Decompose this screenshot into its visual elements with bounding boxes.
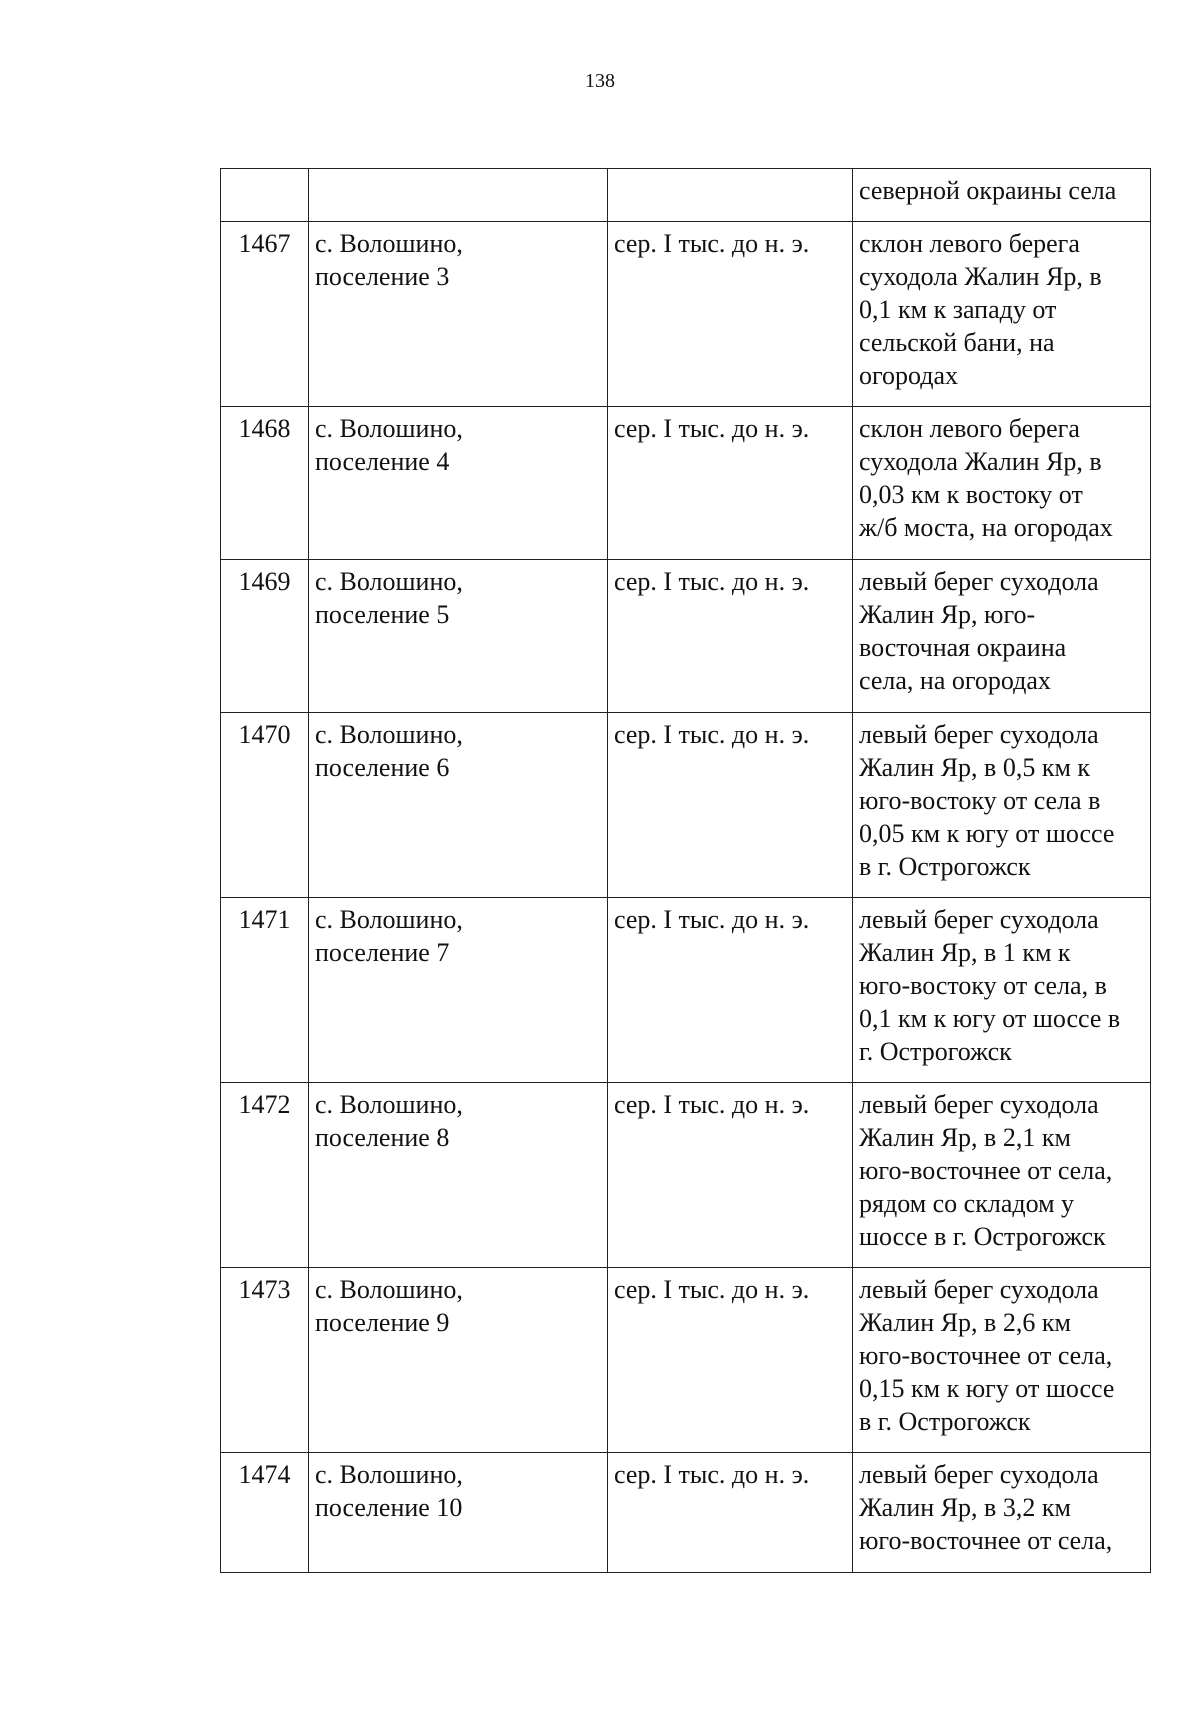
site-dating: сер. I тыс. до н. э. <box>608 1083 853 1268</box>
site-dating: сер. I тыс. до н. э. <box>608 713 853 898</box>
name-line: с. Волошино, <box>315 1275 463 1304</box>
location-line: левый берег суходола <box>859 1460 1099 1489</box>
row-number: 1473 <box>221 1268 309 1453</box>
location-line: юго-восточнее от села, <box>859 1156 1113 1185</box>
location-line: огородах <box>859 361 959 390</box>
table-body <box>221 169 1151 1573</box>
table-row <box>221 222 1151 407</box>
location-line: юго-востоку от села, в <box>859 971 1107 1000</box>
site-dating: сер. I тыс. до н. э. <box>608 222 853 407</box>
site-dating: сер. I тыс. до н. э. <box>608 898 853 1083</box>
location-line: северной окраины села <box>859 176 1117 205</box>
row-number: 1468 <box>221 407 309 560</box>
site-dating: сер. I тыс. до н. э. <box>608 407 853 560</box>
row-number: 1472 <box>221 1083 309 1268</box>
location-line: 0,03 км к востоку от <box>859 480 1083 509</box>
location-line: юго-востоку от села в <box>859 786 1101 815</box>
location-line: 0,05 км к югу от шоссе <box>859 819 1115 848</box>
location-line: левый берег суходола <box>859 720 1099 749</box>
location-line: левый берег суходола <box>859 1090 1099 1119</box>
location-line: Жалин Яр, в 3,2 км <box>859 1493 1071 1522</box>
location-line: левый берег суходола <box>859 1275 1099 1304</box>
site-dating: сер. I тыс. до н. э. <box>608 560 853 713</box>
site-name <box>309 1083 608 1268</box>
location-line: склон левого берега <box>859 229 1080 258</box>
row-number: 1470 <box>221 713 309 898</box>
location-line: 0,15 км к югу от шоссе <box>859 1374 1115 1403</box>
site-location <box>853 222 1151 407</box>
location-line: в г. Острогожск <box>859 852 1031 881</box>
table-row <box>221 560 1151 713</box>
row-number: 1467 <box>221 222 309 407</box>
table-row <box>221 1268 1151 1453</box>
table-row <box>221 169 1151 222</box>
table-row <box>221 898 1151 1083</box>
location-line: Жалин Яр, в 0,5 км к <box>859 753 1091 782</box>
location-line: левый берег суходола <box>859 567 1099 596</box>
location-line: суходола Жалин Яр, в <box>859 447 1102 476</box>
site-location <box>853 407 1151 560</box>
name-line: с. Волошино, <box>315 905 463 934</box>
site-name <box>309 898 608 1083</box>
page-number: 138 <box>585 70 615 92</box>
site-dating: сер. I тыс. до н. э. <box>608 1268 853 1453</box>
location-line: ж/б моста, на огородах <box>859 513 1113 542</box>
site-name <box>309 713 608 898</box>
location-line: Жалин Яр, юго- <box>859 600 1036 629</box>
name-line: поселение 3 <box>315 262 450 291</box>
site-dating: сер. I тыс. до н. э. <box>608 1453 853 1573</box>
location-line: юго-восточнее от села, <box>859 1341 1113 1370</box>
site-name <box>309 407 608 560</box>
location-line: Жалин Яр, в 1 км к <box>859 938 1071 967</box>
table-row <box>221 1453 1151 1573</box>
location-line: г. Острогожск <box>859 1037 1012 1066</box>
site-location <box>853 1268 1151 1453</box>
location-line: в г. Острогожск <box>859 1407 1031 1436</box>
name-line: поселение 9 <box>315 1308 450 1337</box>
site-name <box>309 1268 608 1453</box>
location-line: села, на огородах <box>859 666 1051 695</box>
site-location <box>853 1453 1151 1573</box>
location-line: суходола Жалин Яр, в <box>859 262 1102 291</box>
site-location <box>853 898 1151 1083</box>
row-number <box>221 169 309 222</box>
location-line: Жалин Яр, в 2,1 км <box>859 1123 1071 1152</box>
site-location <box>853 713 1151 898</box>
row-number: 1474 <box>221 1453 309 1573</box>
table-row <box>221 713 1151 898</box>
name-line: с. Волошино, <box>315 567 463 596</box>
name-line: с. Волошино, <box>315 720 463 749</box>
location-line: сельской бани, на <box>859 328 1055 357</box>
location-line: Жалин Яр, в 2,6 км <box>859 1308 1071 1337</box>
location-line: склон левого берега <box>859 414 1080 443</box>
location-line: рядом со складом у <box>859 1189 1075 1218</box>
site-name <box>309 222 608 407</box>
location-line: 0,1 км к югу от шоссе в <box>859 1004 1121 1033</box>
location-line: юго-восточнее от села, <box>859 1526 1113 1555</box>
name-line: поселение 4 <box>315 447 450 476</box>
name-line: поселение 7 <box>315 938 450 967</box>
site-location <box>853 169 1151 222</box>
row-number: 1471 <box>221 898 309 1083</box>
name-line: поселение 5 <box>315 600 450 629</box>
name-line: с. Волошино, <box>315 1090 463 1119</box>
name-line: поселение 6 <box>315 753 450 782</box>
row-number: 1469 <box>221 560 309 713</box>
name-line: с. Волошино, <box>315 229 463 258</box>
location-line: левый берег суходола <box>859 905 1099 934</box>
name-line: поселение 10 <box>315 1493 463 1522</box>
table-row <box>221 407 1151 560</box>
location-line: шоссе в г. Острогожск <box>859 1222 1106 1251</box>
site-location <box>853 560 1151 713</box>
site-dating <box>608 169 853 222</box>
table-row <box>221 1083 1151 1268</box>
location-line: 0,1 км к западу от <box>859 295 1057 324</box>
site-name <box>309 169 608 222</box>
monuments-table <box>220 168 1151 1573</box>
name-line: с. Волошино, <box>315 1460 463 1489</box>
site-name <box>309 1453 608 1573</box>
site-location <box>853 1083 1151 1268</box>
name-line: с. Волошино, <box>315 414 463 443</box>
name-line: поселение 8 <box>315 1123 450 1152</box>
location-line: восточная окраина <box>859 633 1067 662</box>
site-name <box>309 560 608 713</box>
